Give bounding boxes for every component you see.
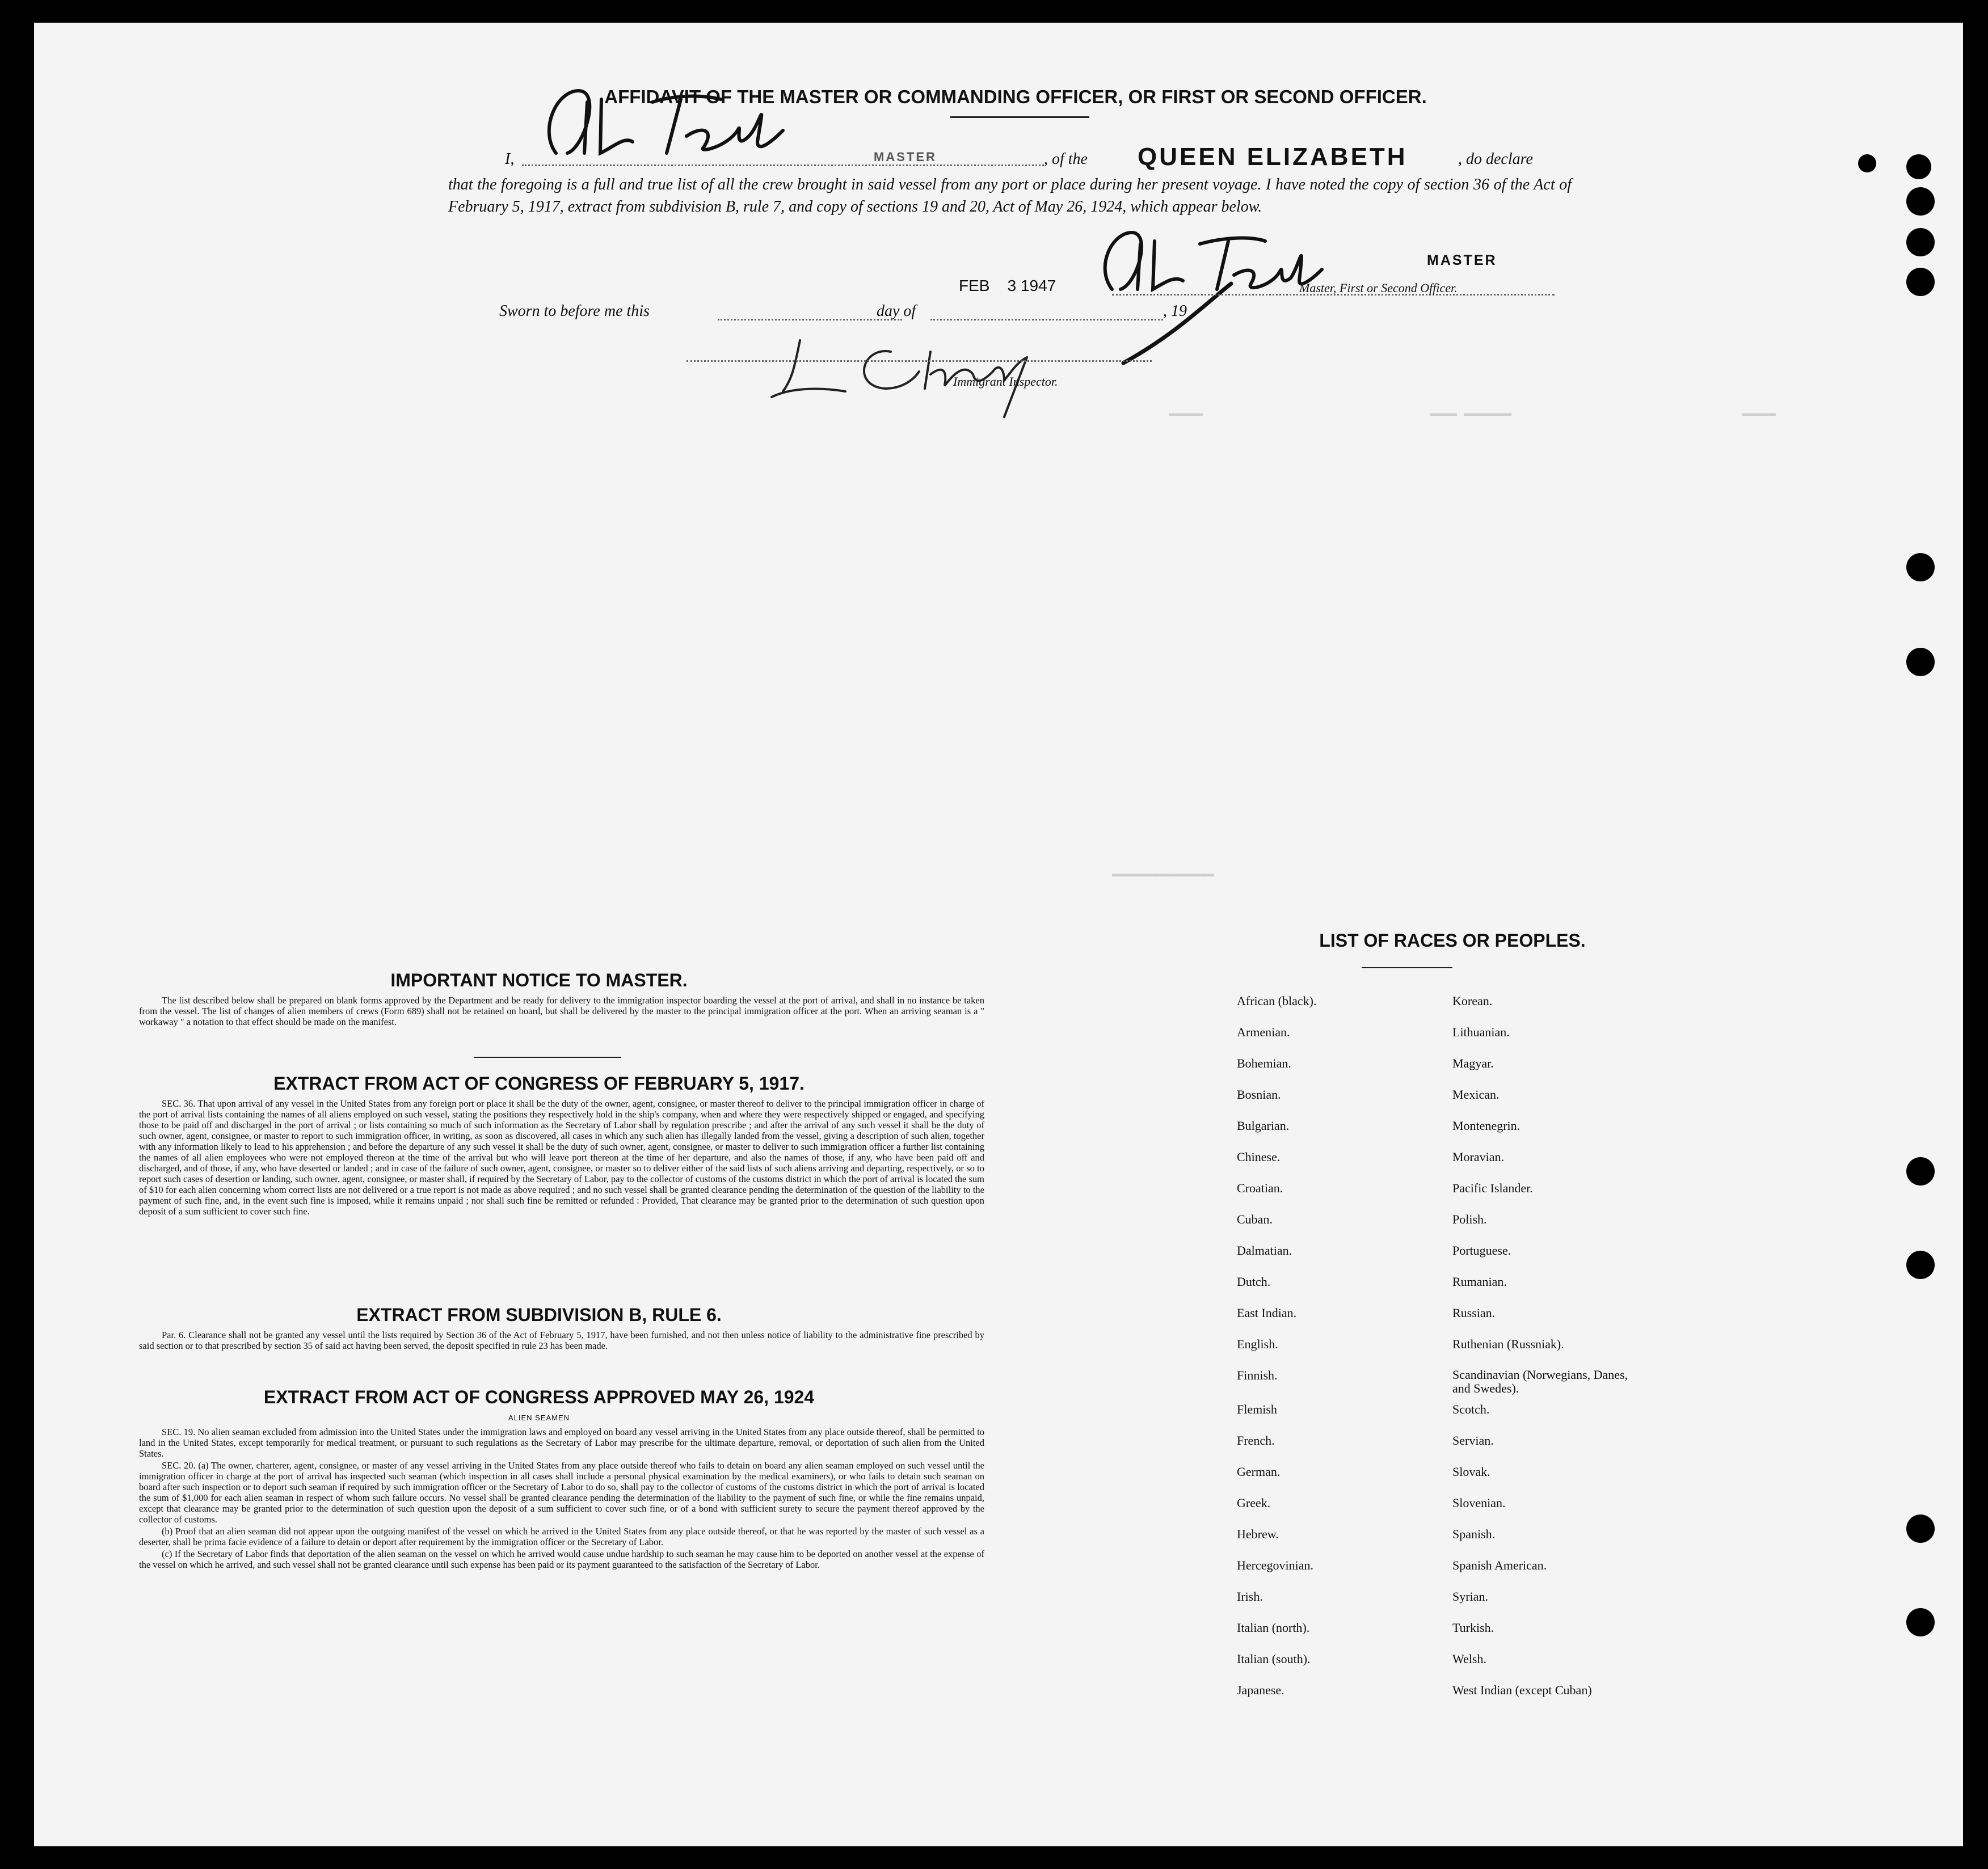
notice-title: IMPORTANT NOTICE TO MASTER.	[390, 970, 688, 990]
race-right-item: Servian.	[1452, 1433, 1494, 1448]
race-left-item: German.	[1237, 1465, 1281, 1479]
binder-hole	[1906, 268, 1935, 296]
race-right-item: Slovenian.	[1452, 1496, 1506, 1510]
race-left-item: Croatian.	[1237, 1181, 1283, 1195]
notice-rule	[474, 1057, 621, 1058]
race-right-item: Scandinavian (Norwegians, Danes, and Swedes).	[1452, 1368, 1628, 1395]
race-left-item: African (black).	[1237, 994, 1317, 1008]
race-right-item: Polish.	[1452, 1212, 1487, 1226]
document-page	[34, 23, 1963, 1846]
race-left-item: Armenian.	[1237, 1025, 1290, 1039]
races-title: LIST OF RACES OR PEOPLES.	[1319, 930, 1586, 951]
notice-text	[139, 995, 984, 1028]
section-20c-paragraph: (c) If the Secretary of Labor finds that deportation of the alien seaman on the vessel on which he arrived would cause undue hardship to such seaman he may cause him to be deported on another vessel at the expense of the vessel on which he arrived, and such vessel shall not be granted clearance until such expense has been paid or its payment guaranteed to the satisfaction of the Secretary of Labor.	[139, 1549, 984, 1570]
rule-6-title: EXTRACT FROM SUBDIVISION B, RULE 6.	[356, 1305, 722, 1325]
race-right-item: Spanish.	[1452, 1527, 1496, 1541]
bleed-through-line: ▬▬▬▬▬▬▬▬▬▬▬▬▬▬▬	[1112, 868, 1215, 881]
binder-hole	[1906, 1608, 1935, 1636]
binder-hole	[1906, 228, 1935, 256]
master-stamp: MASTER	[1427, 252, 1497, 268]
race-left-item: Irish.	[1237, 1589, 1263, 1604]
bleed-through-line: ▬▬▬▬▬	[1742, 407, 1776, 420]
race-left-item: Italian (south).	[1237, 1652, 1311, 1666]
rank-stamp: MASTER	[874, 150, 937, 164]
bleed-through-line: ▬▬▬▬ ▬▬▬▬▬▬▬	[1430, 407, 1512, 420]
race-right-item: Russian.	[1452, 1306, 1496, 1320]
race-left-item: Chinese.	[1237, 1150, 1281, 1164]
races-title-rule	[1362, 967, 1452, 968]
race-right-item: Moravian.	[1452, 1150, 1505, 1164]
race-left-item: East Indian.	[1237, 1306, 1297, 1320]
race-left-item: French.	[1237, 1433, 1275, 1448]
extract-1924-title: EXTRACT FROM ACT OF CONGRESS APPROVED MAY 26, 1924	[263, 1387, 815, 1407]
race-right-item: Spanish American.	[1452, 1558, 1547, 1572]
race-left-item: Hercegovinian.	[1237, 1558, 1313, 1572]
race-right-item: Welsh.	[1452, 1652, 1486, 1666]
race-right-item: Portuguese.	[1452, 1243, 1511, 1258]
affidavit-body: that the foregoing is a full and true list of all the crew brought in said vessel from any port or place during her present voyage. I have noted the copy of section 36 of the Act of February 5, 1917, extract from subdivision B, rule 7, and copy of sections 19 and 20, Act of May 26, 1924, which appear below.	[448, 176, 1572, 216]
race-right-item: Slovak.	[1452, 1465, 1490, 1479]
sworn-label: Sworn to before me this	[499, 302, 650, 320]
date-stamp: FEB 3 1947	[959, 277, 1056, 294]
extract-1917-title: EXTRACT FROM ACT OF CONGRESS OF FEBRUARY 5, 1917.	[273, 1073, 805, 1094]
bleed-through-line: ▬▬▬▬▬	[1169, 407, 1203, 420]
race-right-item: Syrian.	[1452, 1589, 1488, 1604]
race-left-item: Flemish	[1237, 1402, 1277, 1416]
race-right-item: Rumanian.	[1452, 1275, 1507, 1289]
binder-hole	[1906, 187, 1935, 216]
race-right-item: Turkish.	[1452, 1621, 1494, 1635]
inspector-signature-line	[686, 360, 1152, 362]
binder-hole	[1906, 1514, 1935, 1543]
race-left-item: Dalmatian.	[1237, 1243, 1292, 1258]
year-label: , 19	[1163, 302, 1187, 320]
section-19-paragraph: SEC. 19. No alien seaman excluded from admission into the United States under the immigration laws and employed on board any vessel arriving in the United States from any place outside thereof, shall be permitted to land in the United States, except temporarily for medical treatment, or pursuant to such regulations as the Secretary of Labor may prescribe for the ultimate departure, removal, or deportation of such alien from the United States.	[139, 1427, 984, 1459]
rule-6-text	[139, 1330, 984, 1352]
race-left-item: Italian (north).	[1237, 1621, 1310, 1635]
race-right-item: Lithuanian.	[1452, 1025, 1510, 1039]
race-left-item: English.	[1237, 1337, 1278, 1351]
notice-paragraph: The list described below shall be prepared on blank forms approved by the Department and be ready for delivery to the immigration inspector boarding the vessel at the port of arrival, and shall in no instance be taken from the vessel. The list of changes of alien members of crews (Form 689) shall not be retained on board, but shall be delivered by the master to the principal immigration officer at the port. When an arriving seaman is a " workaway " a notation to that effect should be made on the manifest.	[139, 995, 984, 1027]
officer-caption: Master, First or Second Officer.	[1299, 281, 1458, 295]
day-of-label: day of	[877, 302, 916, 320]
extract-1924-text	[139, 1427, 984, 1571]
binder-hole	[1906, 553, 1935, 581]
binder-hole	[1906, 154, 1931, 179]
alien-seamen-subtitle: ALIEN SEAMEN	[508, 1414, 570, 1422]
race-left-item: Bohemian.	[1237, 1056, 1291, 1070]
race-left-item: Greek.	[1237, 1496, 1271, 1510]
of-the-label: , of the	[1044, 150, 1088, 168]
binder-hole	[1858, 154, 1876, 172]
race-right-item: Montenegrin.	[1452, 1119, 1521, 1133]
binder-hole	[1906, 648, 1935, 676]
race-right-item: West Indian (except Cuban)	[1452, 1683, 1592, 1697]
affidavit-title-rule	[950, 116, 1089, 118]
inspector-signature	[760, 318, 1078, 420]
section-20b-paragraph: (b) Proof that an alien seaman did not appear upon the outgoing manifest of the vessel on which he arrived in the United States from any place outside thereof, or that he was reported by the master of such vessel as a deserter, shall be prima facie evidence of a failure to detain or deport after requirement by the immigration officer or the Secretary of Labor.	[139, 1526, 984, 1547]
race-right-item: Korean.	[1452, 994, 1493, 1008]
master-signature-top	[533, 68, 794, 182]
race-left-item: Bulgarian.	[1237, 1119, 1290, 1133]
section-20a-paragraph: SEC. 20. (a) The owner, charterer, agent, consignee, or master of any vessel arriving in the United States from any place outside thereof who fails to detain on board any alien seaman employed on such vessel until the immigration officer in charge at the port of arrival has inspected such seaman (which inspection in all cases shall include a personal physical examination by the medical examiners), or who fails to detain such seaman on board after such inspection or to deport such seaman if required by such immigration officer or the Secretary of Labor to do so, shall pay to the collector of customs of the customs district in which the port of arrival is located the sum of $1,000 for each alien seaman in respect of whom such failure occurs. No vessel shall be granted clearance pending the determination of the liability to the payment of such fine, or while the fine remains unpaid, except that clearance may be granted prior to the determination of such question upon the deposit of a sum sufficient to cover such fine, or of a bond with sufficient surety to secure the payment thereof approved by the collector of customs.	[139, 1460, 984, 1525]
affidavit-title: AFFIDAVIT OF THE MASTER OR COMMANDING OFFICER, OR FIRST OR SECOND OFFICER.	[604, 86, 1427, 107]
race-left-item: Finnish.	[1237, 1368, 1278, 1382]
race-left-item: Bosnian.	[1237, 1087, 1281, 1102]
binder-hole	[1906, 1251, 1935, 1279]
race-right-item: Ruthenian (Russniak).	[1452, 1337, 1564, 1351]
affidavit-i-label: I,	[505, 150, 515, 168]
binder-hole	[1906, 1157, 1935, 1185]
extract-1917-text	[139, 1098, 984, 1218]
race-left-item: Japanese.	[1237, 1683, 1284, 1697]
section-36-paragraph: SEC. 36. That upon arrival of any vessel in the United States from any foreign port or place it shall be the duty of the owner, agent, consignee, or master thereof to deliver to the principal immigration officer in charge of the port of arrival lists containing the names of all aliens employed on such vessel, stating the positions they respectively hold in the ship's company, when and where they were respectively shipped or engaged, and specifying those to be paid off and discharged in the port of arrival ; or lists containing so much of such information as the Secretary of Labor shall by regulation prescribe ; and after the arrival of any such vessel it shall be the duty of such owner, agent, consignee, or master to report to such immigration officer, in writing, as soon as discovered, all cases in which any such alien has illegally landed from the vessel, giving a description of such alien, together with any information likely to lead to his apprehension ; and before the departure of any such vessel it shall be the duty of such owner, agent, consignee, or master to deliver to such immigration officer a further list containing the names of all alien employees who were not employed thereon at the time of the arrival but who will leave port thereon at the time of her departure, and also the names of those, if any, who have been paid off and discharged, and of those, if any, who have deserted or landed ; and in case of the failure of such owner, agent, consignee, or master so to deliver either of the said lists of such aliens arriving and departing, respectively, or so to report such cases of desertion or landing, such owner, agent, consignee, or master shall, if required by the Secretary of Labor, pay to the collector of customs of the customs district in which the port of arrival is located the sum of $10 for each alien concerning whom correct lists are not delivered or a true report is not made as above required ; and no such vessel shall be granted clearance pending the determination of the question of the liability to the payment of such fine, and, in the event such fine is imposed, while it remains unpaid ; nor shall such fine be remitted or refunded : Provided, That clearance may be granted prior to the determination of such question upon deposit of a sum sufficient to cover such fine.	[139, 1098, 984, 1217]
race-right-item: Pacific Islander.	[1452, 1181, 1533, 1195]
race-right-item: Mexican.	[1452, 1087, 1500, 1102]
race-left-item: Dutch.	[1237, 1275, 1271, 1289]
race-right-item: Magyar.	[1452, 1056, 1494, 1070]
vessel-name: QUEEN ELIZABETH	[1138, 143, 1408, 171]
race-right-item: Scotch.	[1452, 1402, 1490, 1416]
do-declare-label: , do declare	[1458, 150, 1533, 168]
inspector-caption: Immigrant Inspector.	[953, 374, 1058, 389]
race-left-item: Cuban.	[1237, 1212, 1273, 1226]
rule-6-paragraph: Par. 6. Clearance shall not be granted any vessel until the lists required by Section 36 of the Act of February 5, 1917, have been furnished, and not then unless notice of liability to the administrative fine prescribed by said section or to that prescribed by section 35 of said act having been served, the deposit specified in rule 23 has been made.	[139, 1330, 984, 1351]
race-left-item: Hebrew.	[1237, 1527, 1279, 1541]
